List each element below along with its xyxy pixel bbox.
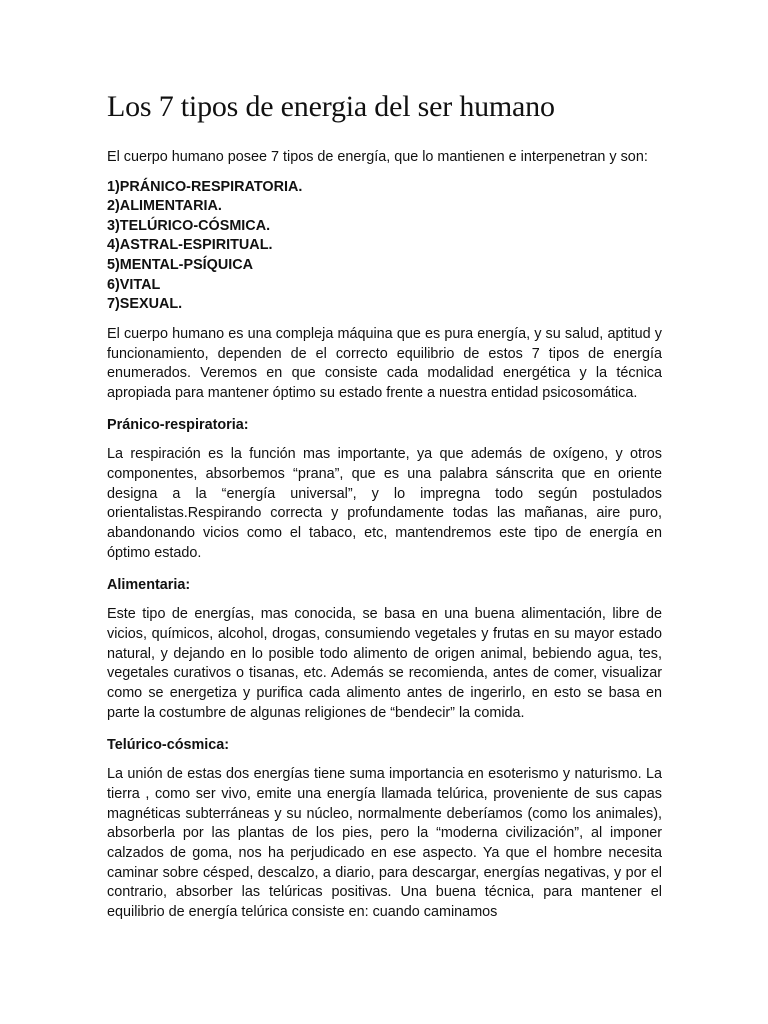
section-text-telurico: La unión de estas dos energías tiene suma importancia en esoterismo y naturismo. La tierra , como ser vivo, emite una energía llamada telúrica, proveniente de sus capas magnéticas subterráneas y su núcleo, normalmente deberíamos (como los animales), absorberla por las plantas de los pies, pero la “moderna civilización”, al imponer calzados de goma, nos ha perjudicado en ese aspecto. Ya que el hombre necesita caminar sobre césped, descalzo, a diario, para descargar, energías negativas, y por el contrario, absorber las telúricas positivas. Una buena técnica, para mantener el equilibrio de energía telúrica consiste en: cuando caminamos — [107, 766, 662, 921]
energy-types-list — [107, 178, 662, 315]
overview-paragraph: El cuerpo humano es una compleja máquina que es pura energía, y su salud, aptitud y funcionamiento, dependen de el correcto equilibrio de estos 7 tipos de energía enumerados. Veremos en que consiste cada modalidad energética y la técnica apropiada para mantener óptimo su estado frente a nuestra entidad psicosomática. — [107, 325, 662, 401]
list-item: 4)ASTRAL-ESPIRITUAL. — [107, 237, 273, 254]
list-item: 7)SEXUAL. — [107, 296, 183, 313]
document-page — [107, 0, 662, 1024]
document-body — [107, 148, 662, 935]
list-item: 5)MENTAL-PSÍQUICA — [107, 257, 254, 274]
section-text-alimentaria: Este tipo de energías, mas conocida, se basa en una buena alimentación, libre de vicios, químicos, alcohol, drogas, consumiendo vegetales y frutas en su mayor estado natural, y dejando en lo posible todo alimento de origen animal, bebiendo agua, tes, vegetales curativos o tisanas, etc. Además se recomienda, antes de comer, visualizar como se energetiza y purifica cada alimento antes de ingerirlo, en esto se basa en parte la costumbre de algunas religiones de “bendecir” la comida. — [107, 606, 662, 721]
list-item: 1)PRÁNICO-RESPIRATORIA. — [107, 178, 303, 195]
section-heading-telurico: Telúrico-cósmica: — [107, 736, 230, 753]
list-item: 3)TELÚRICO-CÓSMICA. — [107, 217, 271, 234]
list-item: 6)VITAL — [107, 276, 161, 293]
section-heading-pranico: Pránico-respiratoria: — [107, 416, 249, 433]
section-heading-alimentaria: Alimentaria: — [107, 576, 191, 593]
document-title: Los 7 tipos de energia del ser humano — [107, 90, 555, 123]
section-text-pranico: La respiración es la función mas importante, ya que además de oxígeno, y otros componentes, absorbemos “prana”, que es una palabra sánscrita que en oriente designa a la “energía universal”, y lo impregna todo según postulados orientalistas.Respirando correcta y profundamente todas las mañanas, aire puro, abandonando vicios como el tabaco, etc, mantendremos este tipo de energía en óptimo estado. — [107, 446, 662, 561]
list-item: 2)ALIMENTARIA. — [107, 198, 222, 215]
intro-paragraph: El cuerpo humano posee 7 tipos de energía, que lo mantienen e interpenetran y son: — [107, 149, 648, 165]
